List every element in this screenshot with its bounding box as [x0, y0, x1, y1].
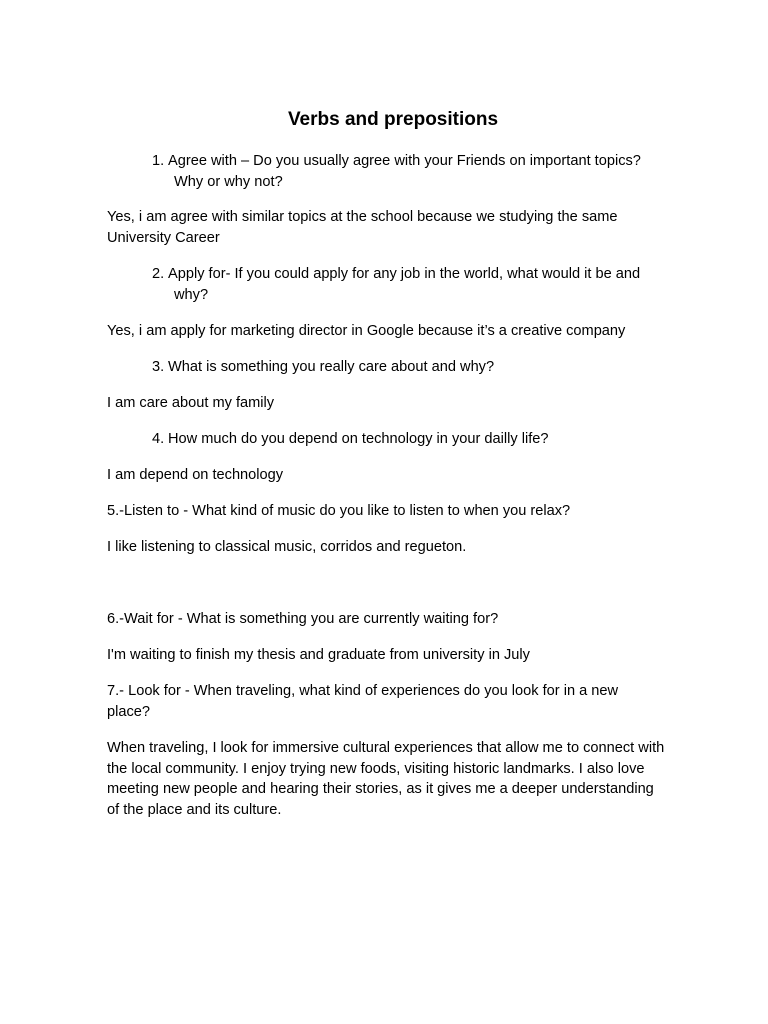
question-6-text: 6.-Wait for - What is something you are currently waiting for? — [107, 611, 499, 627]
answer-6: I'm waiting to finish my thesis and graduate from university in July — [107, 647, 530, 663]
question-5-text: 5.-Listen to - What kind of music do you like to listen to when you relax? — [107, 503, 571, 519]
question-2-line1: Apply for- If you could apply for any job in the world, what would it be and — [168, 266, 641, 282]
question-3-number: 3. — [152, 359, 165, 375]
answer-3: I am care about my family — [107, 395, 275, 411]
question-4-text: How much do you depend on technology in your dailly life? — [168, 431, 549, 447]
answer-2: Yes, i am apply for marketing director in Google because it’s a creative company — [107, 323, 626, 339]
question-4-number: 4. — [152, 431, 165, 447]
question-1-line1: Agree with – Do you usually agree with your Friends on important topics? — [168, 153, 641, 169]
question-2-line2: why? — [174, 286, 209, 303]
question-7-text: 7.- Look for - When traveling, what kind of experiences do you look for in a new place? — [107, 683, 619, 720]
answer-1: Yes, i am agree with similar topics at the school because we studying the same University Career — [107, 209, 618, 246]
answer-7: When traveling, I look for immersive cultural experiences that allow me to connect with the local community. I enjoy trying new foods, visiting historic landmarks. I also love meeting new people and hearing their stories, as it gives me a deeper understanding of the place and its culture. — [107, 740, 665, 818]
question-1-text — [168, 151, 668, 192]
answer-4: I am depend on technology — [107, 467, 284, 483]
question-1-line2: Why or why not? — [174, 173, 283, 190]
document-title: Verbs and prepositions — [287, 109, 499, 130]
question-2-text — [168, 264, 668, 305]
question-1-number: 1. — [152, 153, 165, 169]
question-3-text: What is something you really care about and why? — [168, 359, 495, 375]
answer-5: I like listening to classical music, corridos and regueton. — [107, 539, 467, 555]
question-2-number: 2. — [152, 266, 165, 282]
